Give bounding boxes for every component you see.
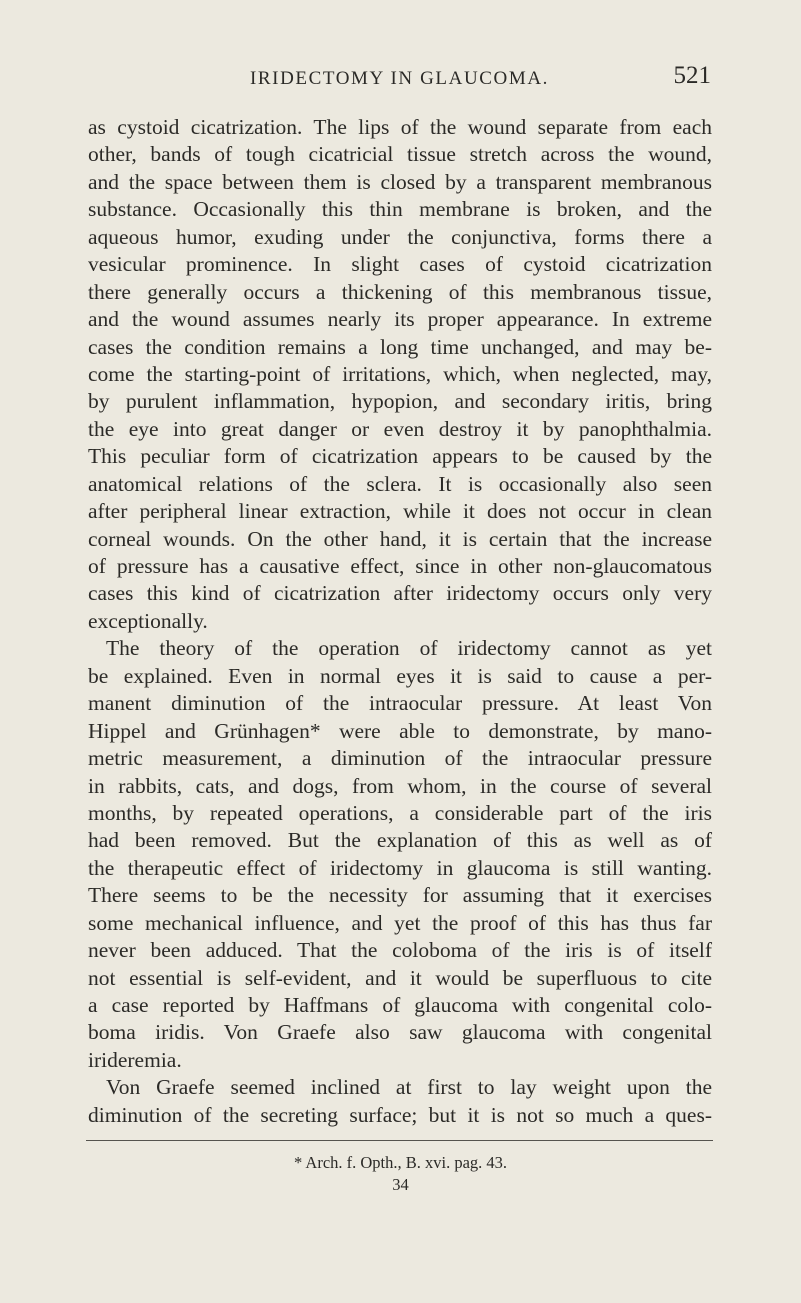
text-line: irideremia. (88, 1047, 182, 1072)
text-line: had been removed. But the explanation of this as well as of (88, 828, 712, 853)
text-line: cases this kind of cicatrization after iridectomy occurs only very (88, 581, 712, 606)
text-line: months, by repeated operations, a considerable part of the iris (88, 800, 712, 825)
body-text (88, 114, 712, 1129)
text-line: The theory of the operation of iridectomy cannot as yet (106, 636, 712, 661)
text-line: boma iridis. Von Graefe also saw glaucoma with congenital (88, 1020, 712, 1045)
page-number: 521 (673, 62, 711, 89)
text-line: never been adduced. That the coloboma of the iris is of itself (88, 938, 712, 963)
text-line: diminution of the secreting surface; but it is not so much a ques- (88, 1102, 712, 1127)
text-line: some mechanical influence, and yet the proof of this has thus far (88, 910, 712, 935)
text-line: This peculiar form of cicatrization appears to be caused by the (88, 444, 712, 469)
text-line: exceptionally. (88, 608, 208, 633)
footnote: * Arch. f. Opth., B. xvi. pag. 43. (293, 1153, 508, 1172)
text-line: Von Graefe seemed inclined at first to lay weight upon the (106, 1075, 712, 1100)
text-line: anatomical relations of the sclera. It is occasionally also seen (88, 471, 712, 496)
text-line: metric measurement, a diminution of the intraocular pressure (88, 746, 712, 771)
text-line: a case reported by Haffmans of glaucoma with congenital colo- (88, 993, 712, 1017)
running-title: IRIDECTOMY IN GLAUCOMA. (249, 68, 550, 89)
text-line: the eye into great danger or even destroy it by panophthalmia. (88, 416, 712, 441)
text-line: in rabbits, cats, and dogs, from whom, in the course of several (88, 773, 712, 798)
text-line: There seems to be the necessity for assuming that it exercises (88, 883, 712, 908)
text-line: be explained. Even in normal eyes it is said to cause a per- (88, 663, 712, 688)
text-line: there generally occurs a thickening of this membranous tissue, (88, 279, 712, 304)
text-line: of pressure has a causative effect, since in other non-glaucomatous (88, 554, 712, 578)
text-line: corneal wounds. On the other hand, it is certain that the increase (88, 526, 712, 551)
text-line: aqueous humor, exuding under the conjunctiva, forms there a (88, 224, 712, 249)
footnote-divider (86, 1140, 713, 1141)
text-line: manent diminution of the intraocular pressure. At least Von (88, 691, 712, 716)
text-line: and the space between them is closed by a transparent membranous (88, 169, 712, 194)
running-head (88, 62, 711, 96)
text-line: after peripheral linear extraction, while it does not occur in clean (88, 499, 712, 524)
text-line: by purulent inflammation, hypopion, and secondary iritis, bring (88, 389, 712, 414)
signature-mark: 34 (392, 1175, 409, 1194)
text-line: cases the condition remains a long time unchanged, and may be- (88, 334, 712, 359)
text-line: the therapeutic effect of iridectomy in glaucoma is still wanting. (88, 855, 712, 880)
text-line: come the starting-point of irritations, which, when neglected, may, (88, 361, 712, 386)
text-line: substance. Occasionally this thin membrane is broken, and the (88, 197, 712, 222)
text-line: vesicular prominence. In slight cases of cystoid cicatrization (88, 252, 712, 277)
text-line: not essential is self-evident, and it would be superfluous to cite (88, 965, 712, 990)
text-line: other, bands of tough cicatricial tissue stretch across the wound, (88, 142, 712, 167)
text-line: as cystoid cicatrization. The lips of the wound separate from each (88, 115, 712, 139)
text-line: Hippel and Grünhagen* were able to demonstrate, by mano- (88, 718, 712, 743)
text-line: and the wound assumes nearly its proper appearance. In extreme (88, 307, 712, 332)
